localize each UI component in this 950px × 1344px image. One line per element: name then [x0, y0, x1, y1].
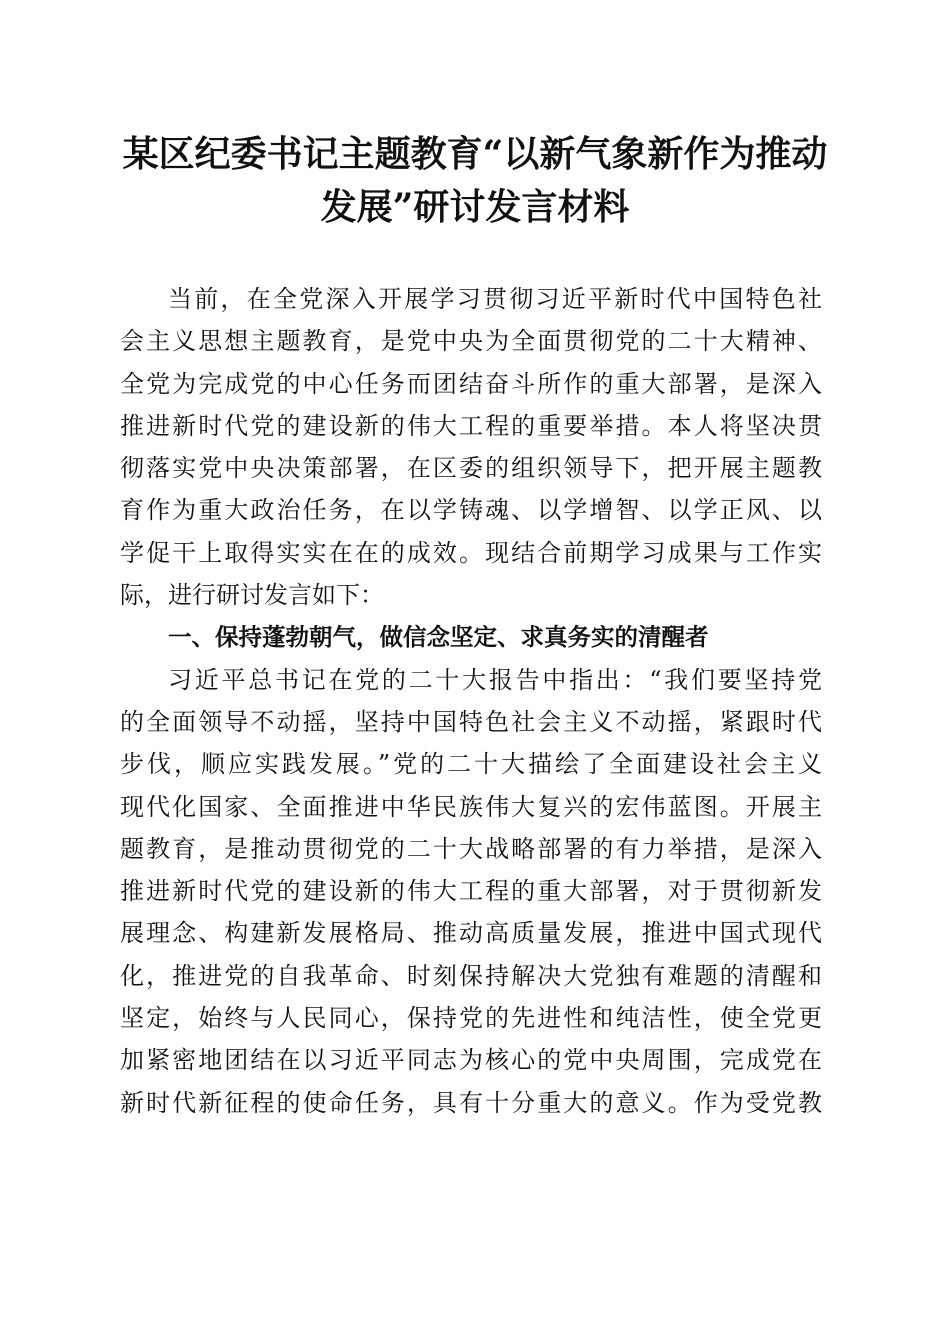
title-line-1: 某区纪委书记主题教育“以新气象新作为推动 [122, 133, 828, 175]
document-title [100, 128, 850, 234]
document-body [120, 278, 822, 1124]
paragraph-line: 全党为完成党的中心任务而团结奋斗所作的重大部署，是深入 [120, 369, 822, 398]
paragraph-line: 彻落实党中央决策部署，在区委的组织领导下，把开展主题教 [120, 454, 822, 483]
section-heading-1: 一、保持蓬勃朝气，做信念坚定、求真务实的清醒者 [168, 623, 709, 652]
paragraph-line: 化，推进党的自我革命、时刻保持解决大党独有难题的清醒和 [120, 961, 822, 990]
paragraph-line: 推进新时代党的建设新的伟大工程的重大部署，对于贯彻新发 [120, 877, 822, 906]
paragraph-line: 现代化国家、全面推进中华民族伟大复兴的宏伟蓝图。开展主 [120, 792, 822, 821]
paragraph-line: 题教育，是推动贯彻党的二十大战略部署的有力举措，是深入 [120, 834, 822, 863]
paragraph-intro [120, 278, 822, 616]
paragraph-line: 加紧密地团结在以习近平同志为核心的党中央周围，完成党在 [120, 1046, 822, 1075]
paragraph-line: 当前，在全党深入开展学习贯彻习近平新时代中国特色社 [168, 285, 822, 313]
paragraph-line: 坚定，始终与人民同心，保持党的先进性和纯洁性，使全党更 [120, 1004, 822, 1033]
paragraph-line: 会主义思想主题教育，是党中央为全面贯彻党的二十大精神、 [120, 327, 822, 356]
paragraph-line: 新时代新征程的使命任务，具有十分重大的意义。作为受党教 [120, 1088, 822, 1117]
paragraph-line: 习近平总书记在党的二十大报告中指出：“我们要坚持党 [168, 665, 822, 694]
paragraph-line: 推进新时代党的建设新的伟大工程的重要举措。本人将坚决贯 [120, 411, 822, 440]
paragraph-line: 的全面领导不动摇，坚持中国特色社会主义不动摇，紧跟时代 [120, 707, 822, 736]
paragraph-line: 步伐，顺应实践发展。”党的二十大描绘了全面建设社会主义 [120, 750, 822, 779]
paragraph-section-1 [120, 659, 822, 1124]
paragraph-line: 展理念、构建新发展格局、推动高质量发展，推进中国式现代 [120, 919, 822, 948]
paragraph-line: 学促干上取得实实在在的成效。现结合前期学习成果与工作实 [120, 538, 822, 567]
paragraph-line: 际，进行研讨发言如下： [120, 581, 384, 610]
title-line-2: 发展”研讨发言材料 [320, 186, 630, 228]
paragraph-line: 育作为重大政治任务，在以学铸魂、以学增智、以学正风、以 [120, 496, 822, 525]
